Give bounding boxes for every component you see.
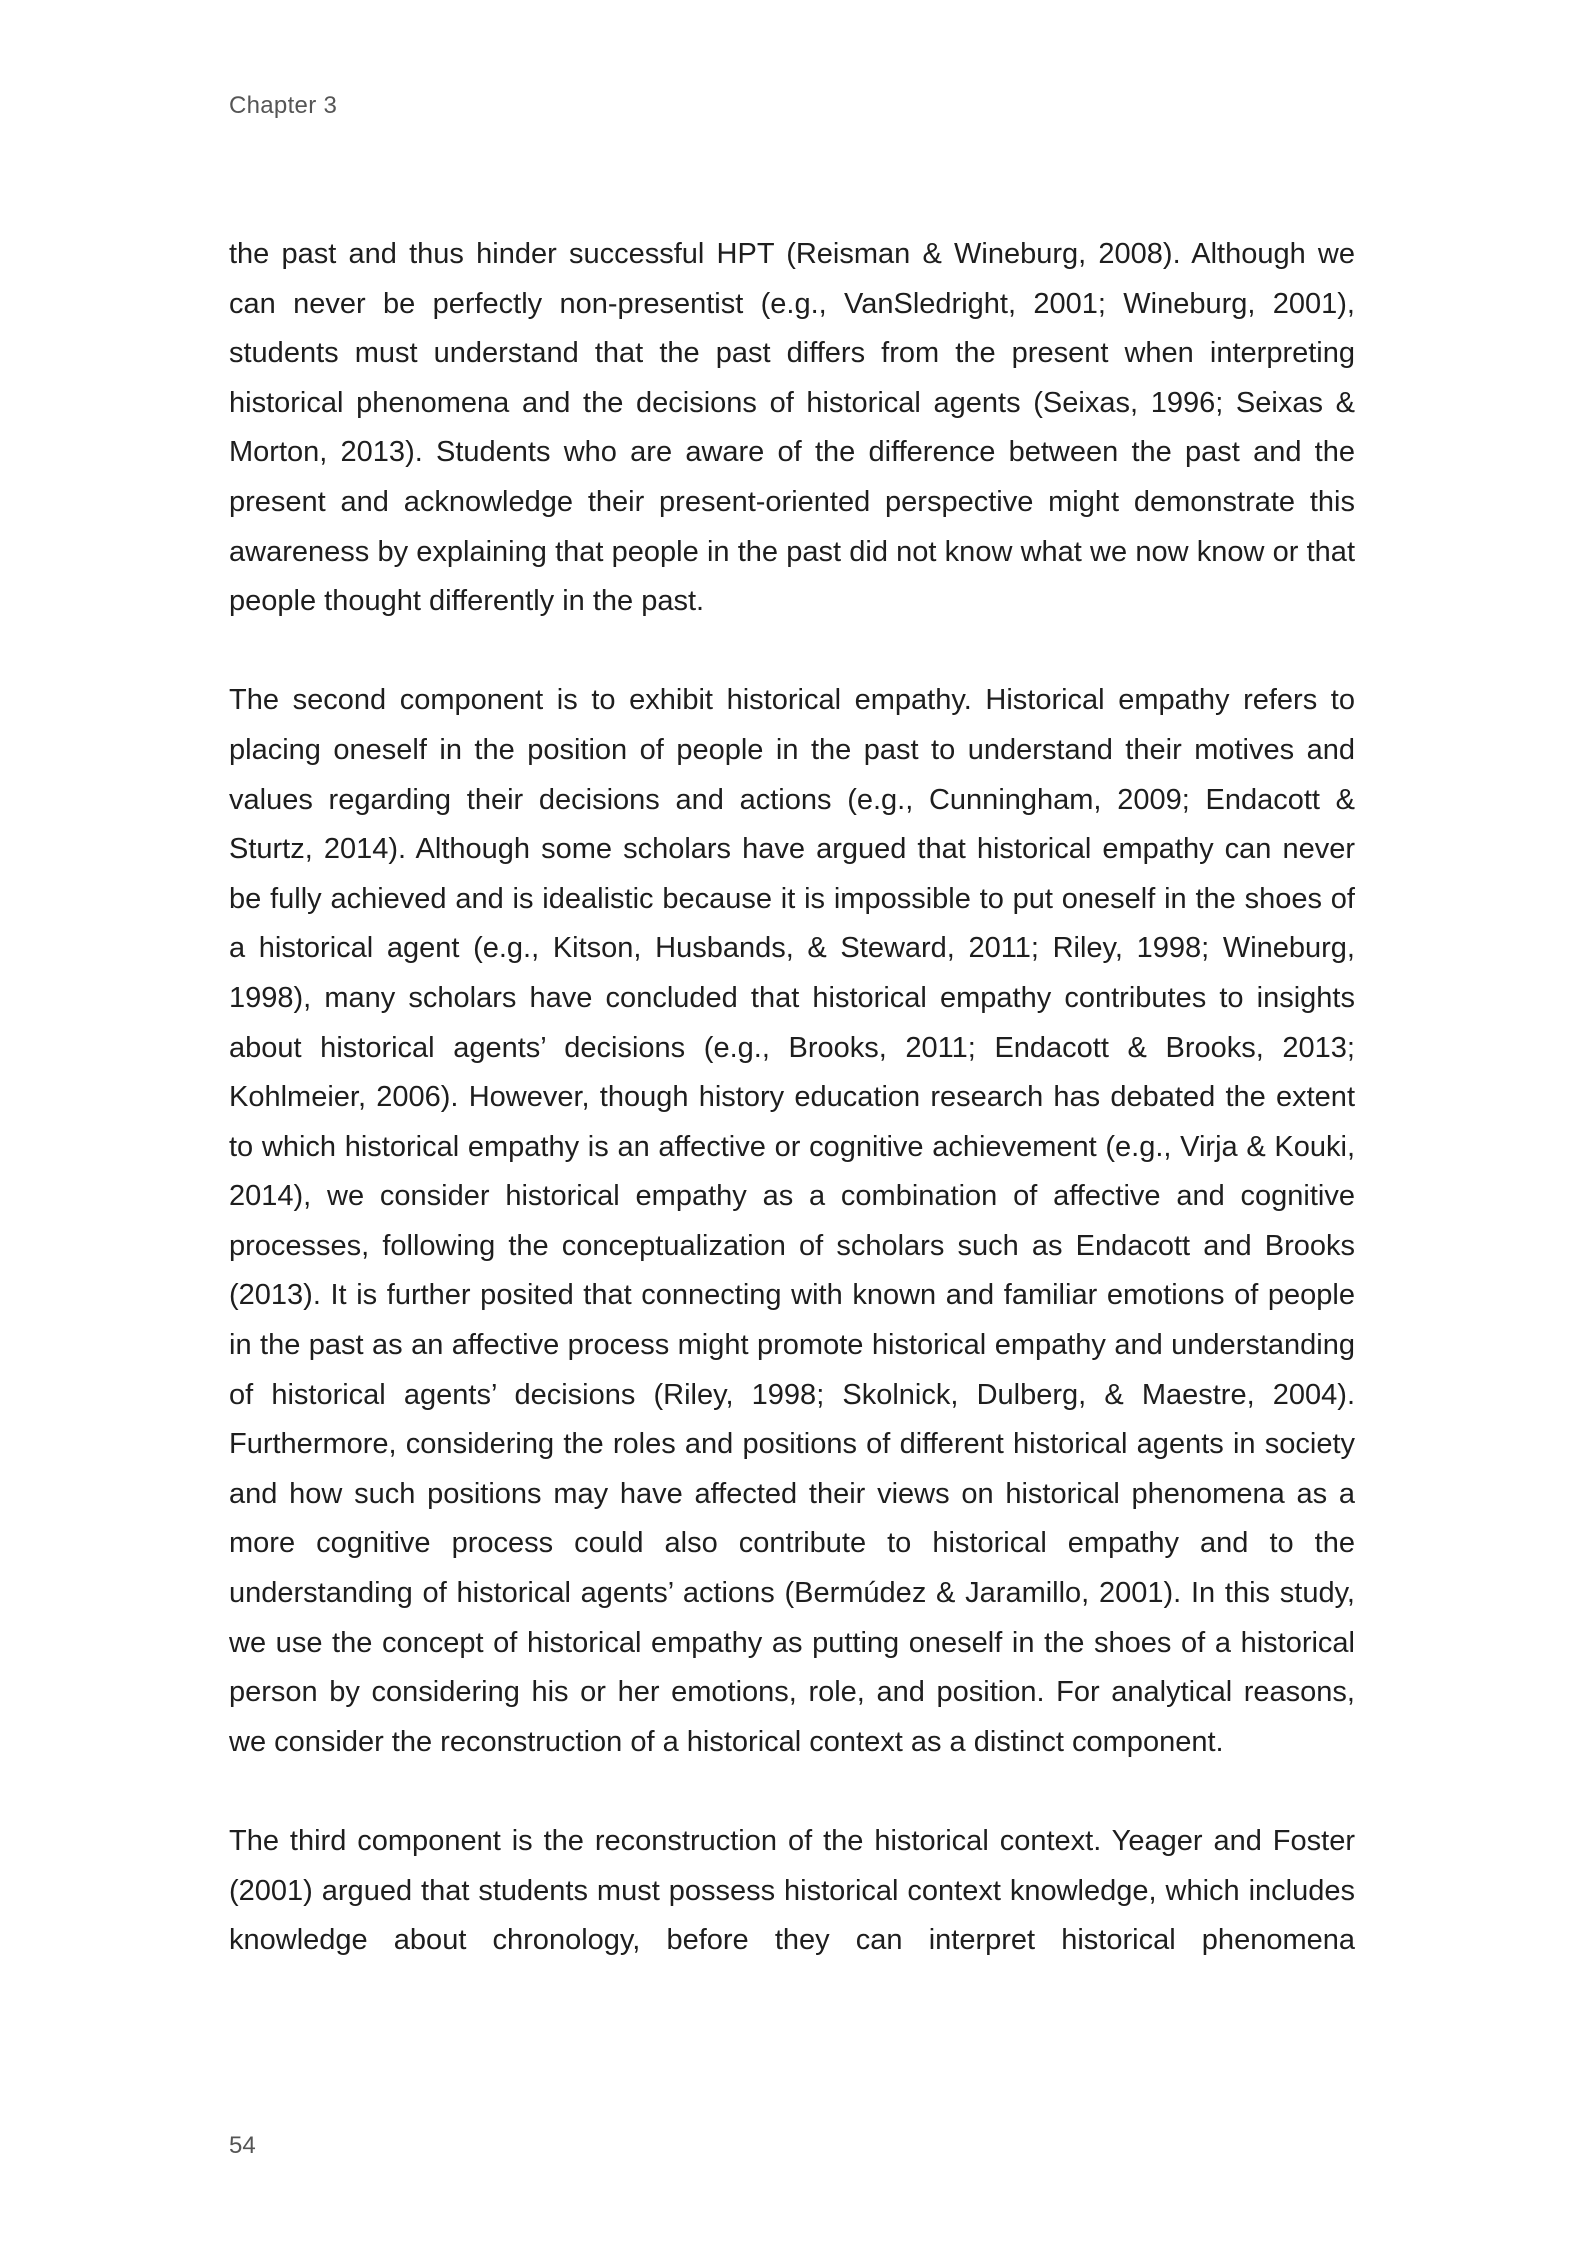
paragraph-2: The second component is to exhibit historical empathy. Historical empathy refers to placing oneself in the position of people in the past to understand their motives and values regarding their decisions and actions (e.g., Cunningham, 2009; Endacott & Sturtz, 2014). Although some scholars have argued that historical empathy can never be fully achieved and is idealistic because it is impossible to put oneself in the shoes of a historical agent (e.g., Kitson, Husbands, & Steward, 2011; Riley, 1998; Wineburg, 1998), many scholars have concluded that historical empathy contributes to insights about historical agents’ decisions (e.g., Brooks, 2011; Endacott & Brooks, 2013; Kohlmeier, 2006). However, though history education research has debated the extent to which historical empathy is an affective or cognitive achievement (e.g., Virja & Kouki, 2014), we consider historical empathy as a combination of affective and cognitive processes, following the conceptualization of scholars such as Endacott and Brooks (2013). It is further posited that connecting with known and familiar emotions of people in the past as an affective process might promote historical empathy and understanding of historical agents’ decisions (Riley, 1998; Skolnick, Dulberg, & Maestre, 2004). Furthermore, considering the roles and positions of different historical agents in society and how such positions may have affected their views on historical phenomena as a more cognitive process could also contribute to historical empathy and to the understanding of historical agents’ actions (Bermúdez & Jaramillo, 2001). In this study, we use the concept of historical empathy as putting oneself in the shoes of a historical person by considering his or her emotions, role, and position. For analytical reasons, we consider the reconstruction of a historical context as a distinct component. <box>229 684 1355 1758</box>
paragraph-3: The third component is the reconstruction of the historical context. Yeager and Foster (2001) argued that students must possess historical context knowledge, which includes knowledge about chronology, before they can interpret historical phenomena <box>229 1825 1355 1957</box>
running-header: Chapter 3 <box>229 92 338 119</box>
page-number: 54 <box>229 2132 256 2159</box>
paragraph-1: the past and thus hinder successful HPT (Reisman & Wineburg, 2008). Although we can never be perfectly non-presentist (e.g., VanSledright, 2001; Wineburg, 2001), students must understand that the past differs from the present when interpreting historical phenomena and the decisions of historical agents (Seixas, 1996; Seixas & Morton, 2013). Students who are aware of the difference between the past and the present and acknowledge their present-oriented perspective might demonstrate this awareness by explaining that people in the past did not know what we now know or that people thought differently in the past. <box>229 238 1355 618</box>
body-text <box>229 230 1355 1966</box>
